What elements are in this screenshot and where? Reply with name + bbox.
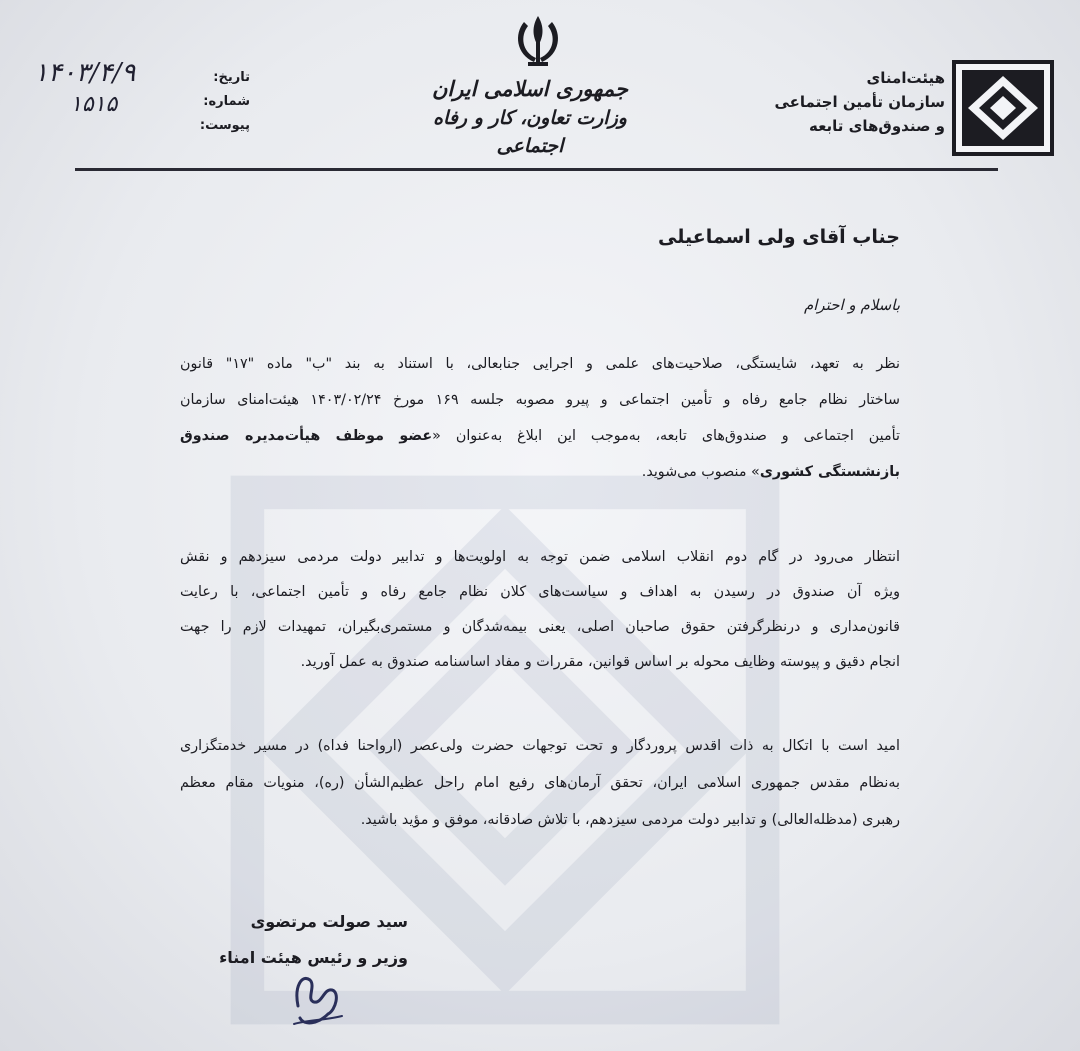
paragraph-line: به‌نظام مقدس جمهوری اسلامی ایران، تحقق آرمان‌های رفیع امام راحل عظیم‌الشأن (ره)، منویات مقام معظم	[180, 775, 900, 791]
date-label: تاریخ:	[213, 70, 250, 85]
gov-line-1: جمهوری اسلامی ایران	[431, 76, 629, 101]
national-emblem-icon	[508, 12, 568, 70]
addressee: جناب آقای ولی اسماعیلی	[658, 226, 900, 248]
diamond-logo-icon	[956, 64, 1050, 152]
letter-meta-labels	[172, 66, 250, 138]
organization-logo	[952, 60, 1054, 156]
org-name-line-2: سازمان تأمین اجتماعی	[774, 93, 945, 111]
appointment-closing: » منصوب می‌شوید.	[641, 464, 760, 480]
gov-line-2: وزارت تعاون، کار و رفاه اجتماعی	[433, 107, 627, 157]
paragraph-line: نظر به تعهد، شایستگی، صلاحیت‌های علمی و اجرایی جنابعالی، با استناد به بند "ب" ماده "۱۷" قانون	[180, 356, 900, 372]
org-name-line-1: هیئت‌امنای	[866, 69, 945, 87]
paragraph-line: ویژه آن صندوق در رسیدن به اهداف و سیاست‌های کلان نظام جامع رفاه و تأمین اجتماعی، با رعایت	[180, 584, 900, 600]
paragraph-3	[180, 728, 900, 839]
paragraph-line: انتظار می‌رود در گام دوم انقلاب اسلامی ضمن توجه به اولویت‌ها و تدابیر دولت مردمی سیزدهم و نقش	[180, 549, 900, 565]
handwritten-signature	[288, 966, 348, 1032]
number-label: شماره:	[203, 94, 250, 109]
paragraph-1	[180, 346, 900, 490]
fund-name: بازنشستگی کشوری	[759, 464, 900, 480]
signer-name: سید صولت مرتضوی	[250, 912, 408, 931]
number-value: ۱۵۱۵	[70, 92, 118, 117]
paragraph-2	[180, 540, 900, 680]
greeting: باسلام و احترام	[803, 296, 900, 314]
paragraph-line	[180, 454, 900, 490]
paragraph-line: انجام دقیق و پیوسته وظایف محوله بر اساس قوانین، مقررات و مفاد اساسنامه صندوق به عمل آورید.	[300, 654, 900, 670]
government-heading	[400, 74, 660, 160]
paragraph-line: رهبری (مدظله‌العالی) و تدابیر دولت مردمی سیزدهم، با تلاش صادقانه، موفق و مؤید باشید.	[360, 812, 900, 828]
org-name-line-3: و صندوق‌های تابعه	[808, 117, 945, 135]
paragraph-line	[180, 418, 900, 454]
organization-name	[725, 66, 945, 138]
appointment-role: عضو موظف هیأت‌مدیره صندوق	[180, 428, 433, 444]
paragraph-line: امید است با اتکال به ذات اقدس پروردگار و تحت توجهات حضرت ولی‌عصر (ارواحنا فداه) در مسیر خدمتگزاری	[180, 738, 900, 754]
date-value: ۱۴۰۳/۴/۹	[34, 58, 136, 88]
header-divider	[75, 168, 998, 171]
paragraph-line: ساختار نظام جامع رفاه و تأمین اجتماعی و پیرو مصوبه جلسه ۱۶۹ مورخ ۱۴۰۳/۰۲/۲۴ هیئت‌امنای سازمان	[180, 392, 900, 408]
appointment-text: تأمین اجتماعی و صندوق‌های تابعه، به‌موجب این ابلاغ به‌عنوان «	[432, 428, 900, 444]
paragraph-line: قانون‌مداری و درنظرگرفتن حقوق صاحبان اصلی، یعنی بیمه‌شدگان و مستمری‌بگیران، تمهیدات لازم را جهت	[180, 619, 900, 635]
signer-title: وزیر و رئیس هیئت امناء	[219, 948, 408, 967]
attachment-label: پیوست:	[199, 118, 250, 133]
